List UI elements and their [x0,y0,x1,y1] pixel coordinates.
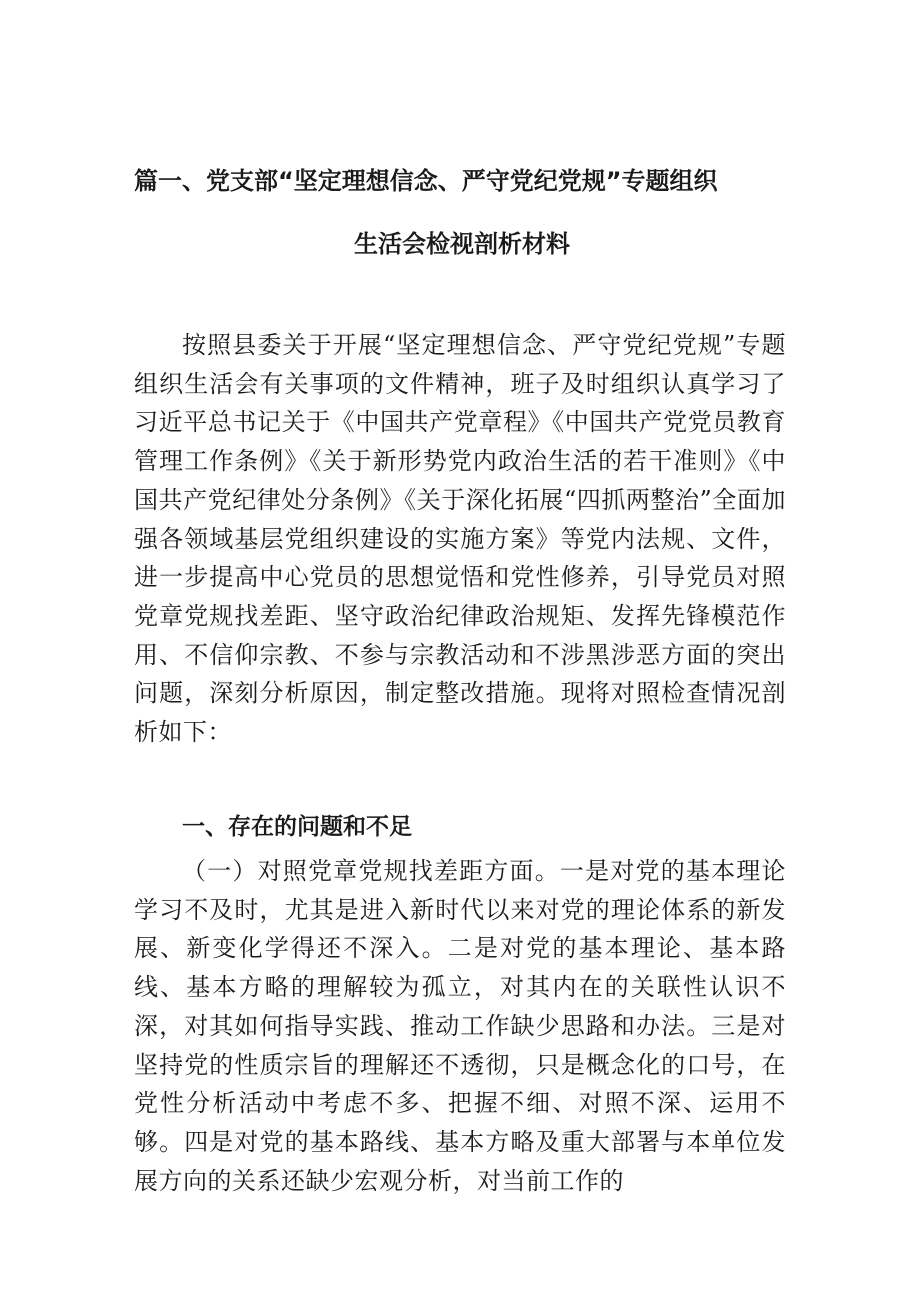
document-title-line-2: 生活会检视剖析材料 [354,230,570,258]
section-paragraph-1: （一）对照党章党规找差距方面。一是对党的基本理论学习不及时，尤其是进入新时代以来对党的理论体系的新发展、新变化学得还不深入。二是对党的基本理论、基本路线、基本方略的理解较为孤立，对其内在的关联性认识不深，对其如何指导实践、推动工作缺少思路和办法。三是对坚持党的性质宗旨的理解还不透彻，只是概念化的口号，在党性分析活动中考虑不多、把握不细、对照不深、运用不够。四是对党的基本路线、基本方略及重大部署与本单位发展方向的关系还缺少宏观分析，对当前工作的 [134,857,786,1195]
intro-paragraph: 按照县委关于开展“坚定理想信念、严守党纪党规”专题组织生活会有关事项的文件精神，班子及时组织认真学习了习近平总书记关于《中国共产党章程》《中国共产党党员教育管理工作条例》《关于新形势党内政治生活的若干准则》《中国共产党纪律处分条例》《关于深化拓展“四抓两整治”全面加强各领域基层党组织建设的实施方案》等党内法规、文件，进一步提高中心党员的思想觉悟和党性修养，引导党员对照党章党规找差距、坚守政治纪律政治规矩、发挥先锋模范作用、不信仰宗教、不参与宗教活动和不涉黑涉恶方面的突出问题，深刻分析原因，制定整改措施。现将对照检查情况剖析如下： [134,331,786,747]
document-title-line-1: 篇一、党支部“坚定理想信念、严守党纪党规”专题组织 [134,167,718,195]
section-heading-problems: 一、存在的问题和不足 [182,814,412,840]
